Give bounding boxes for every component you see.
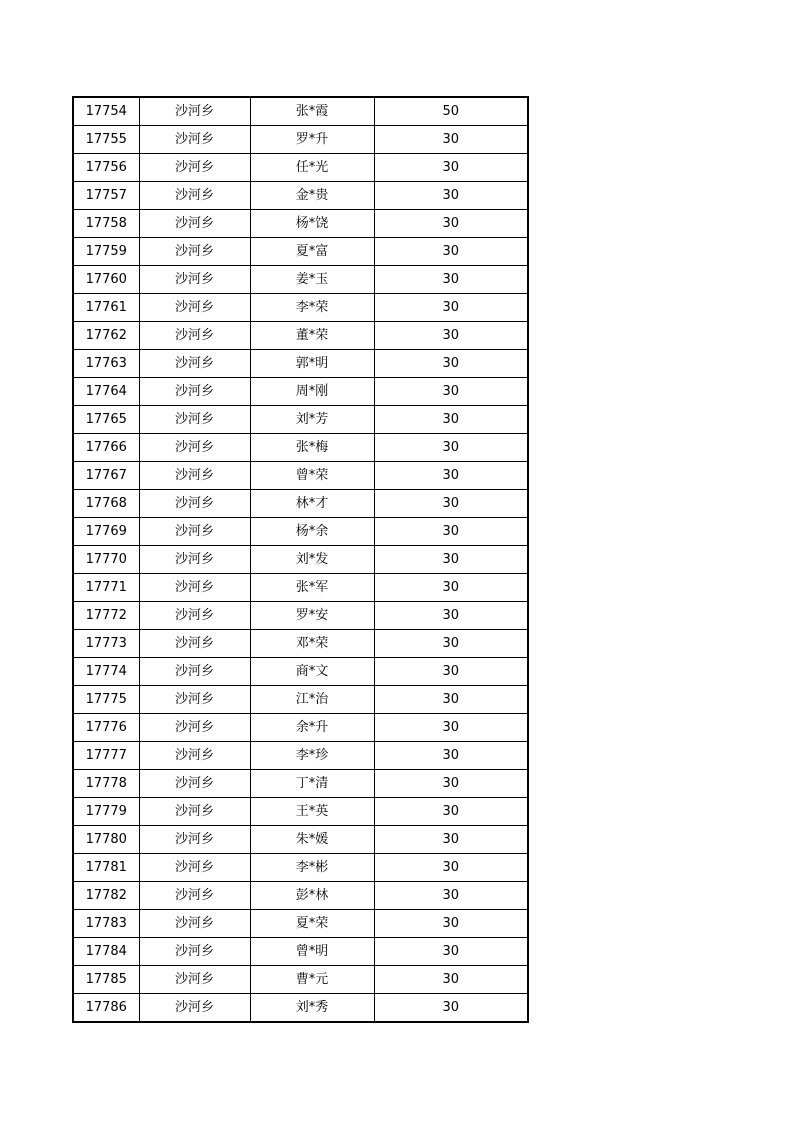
table-row [73, 182, 528, 210]
row-amount-cell: 30 [374, 154, 528, 182]
row-amount-cell: 30 [374, 518, 528, 546]
table-row [73, 518, 528, 546]
row-town-cell: 沙河乡 [139, 994, 250, 1023]
row-name-cell: 夏*荣 [250, 910, 374, 938]
row-amount-cell: 30 [374, 854, 528, 882]
row-id-cell: 17767 [73, 462, 139, 490]
row-id-cell: 17756 [73, 154, 139, 182]
row-amount-cell: 30 [374, 938, 528, 966]
row-id-cell: 17766 [73, 434, 139, 462]
row-amount-cell: 30 [374, 602, 528, 630]
row-name-cell: 任*光 [250, 154, 374, 182]
row-town-cell: 沙河乡 [139, 210, 250, 238]
row-id-cell: 17778 [73, 770, 139, 798]
row-name-cell: 丁*清 [250, 770, 374, 798]
row-id-cell: 17777 [73, 742, 139, 770]
row-id-cell: 17782 [73, 882, 139, 910]
row-town-cell: 沙河乡 [139, 126, 250, 154]
row-town-cell: 沙河乡 [139, 826, 250, 854]
row-amount-cell: 50 [374, 97, 528, 126]
row-id-cell: 17763 [73, 350, 139, 378]
row-name-cell: 董*荣 [250, 322, 374, 350]
row-id-cell: 17757 [73, 182, 139, 210]
row-name-cell: 林*才 [250, 490, 374, 518]
row-id-cell: 17776 [73, 714, 139, 742]
table-row [73, 686, 528, 714]
row-town-cell: 沙河乡 [139, 490, 250, 518]
row-name-cell: 曾*荣 [250, 462, 374, 490]
row-town-cell: 沙河乡 [139, 518, 250, 546]
table-row [73, 154, 528, 182]
row-amount-cell: 30 [374, 658, 528, 686]
table-row [73, 574, 528, 602]
table-row [73, 350, 528, 378]
row-id-cell: 17779 [73, 798, 139, 826]
row-id-cell: 17760 [73, 266, 139, 294]
table-row [73, 490, 528, 518]
row-amount-cell: 30 [374, 994, 528, 1023]
table-row [73, 882, 528, 910]
row-amount-cell: 30 [374, 742, 528, 770]
table-row [73, 658, 528, 686]
row-name-cell: 商*文 [250, 658, 374, 686]
row-id-cell: 17784 [73, 938, 139, 966]
row-amount-cell: 30 [374, 490, 528, 518]
row-name-cell: 邓*荣 [250, 630, 374, 658]
table-row [73, 742, 528, 770]
row-name-cell: 张*军 [250, 574, 374, 602]
row-id-cell: 17761 [73, 294, 139, 322]
row-town-cell: 沙河乡 [139, 406, 250, 434]
row-town-cell: 沙河乡 [139, 798, 250, 826]
row-name-cell: 王*英 [250, 798, 374, 826]
table-row [73, 966, 528, 994]
table-row [73, 826, 528, 854]
table-row [73, 434, 528, 462]
row-town-cell: 沙河乡 [139, 658, 250, 686]
roster-table-container [72, 96, 529, 1023]
row-id-cell: 17769 [73, 518, 139, 546]
row-id-cell: 17765 [73, 406, 139, 434]
table-row [73, 546, 528, 574]
row-name-cell: 郭*明 [250, 350, 374, 378]
row-town-cell: 沙河乡 [139, 742, 250, 770]
row-id-cell: 17770 [73, 546, 139, 574]
row-name-cell: 李*荣 [250, 294, 374, 322]
row-name-cell: 刘*芳 [250, 406, 374, 434]
row-amount-cell: 30 [374, 826, 528, 854]
row-town-cell: 沙河乡 [139, 434, 250, 462]
row-amount-cell: 30 [374, 546, 528, 574]
row-id-cell: 17758 [73, 210, 139, 238]
row-town-cell: 沙河乡 [139, 462, 250, 490]
table-row [73, 266, 528, 294]
row-amount-cell: 30 [374, 406, 528, 434]
row-id-cell: 17783 [73, 910, 139, 938]
row-name-cell: 朱*媛 [250, 826, 374, 854]
table-row [73, 938, 528, 966]
row-name-cell: 余*升 [250, 714, 374, 742]
table-row [73, 462, 528, 490]
row-id-cell: 17781 [73, 854, 139, 882]
row-id-cell: 17774 [73, 658, 139, 686]
row-name-cell: 刘*发 [250, 546, 374, 574]
row-amount-cell: 30 [374, 266, 528, 294]
row-amount-cell: 30 [374, 462, 528, 490]
row-name-cell: 杨*余 [250, 518, 374, 546]
row-town-cell: 沙河乡 [139, 97, 250, 126]
row-id-cell: 17762 [73, 322, 139, 350]
row-town-cell: 沙河乡 [139, 266, 250, 294]
row-id-cell: 17771 [73, 574, 139, 602]
row-id-cell: 17780 [73, 826, 139, 854]
row-amount-cell: 30 [374, 322, 528, 350]
table-row [73, 378, 528, 406]
row-name-cell: 张*霞 [250, 97, 374, 126]
row-town-cell: 沙河乡 [139, 238, 250, 266]
row-name-cell: 金*贵 [250, 182, 374, 210]
row-name-cell: 刘*秀 [250, 994, 374, 1023]
table-row [73, 602, 528, 630]
row-amount-cell: 30 [374, 686, 528, 714]
row-amount-cell: 30 [374, 238, 528, 266]
row-name-cell: 曹*元 [250, 966, 374, 994]
row-town-cell: 沙河乡 [139, 546, 250, 574]
row-town-cell: 沙河乡 [139, 630, 250, 658]
row-amount-cell: 30 [374, 574, 528, 602]
row-town-cell: 沙河乡 [139, 882, 250, 910]
row-id-cell: 17755 [73, 126, 139, 154]
table-row [73, 322, 528, 350]
row-name-cell: 曾*明 [250, 938, 374, 966]
row-town-cell: 沙河乡 [139, 182, 250, 210]
table-row [73, 994, 528, 1023]
row-amount-cell: 30 [374, 350, 528, 378]
row-town-cell: 沙河乡 [139, 154, 250, 182]
row-town-cell: 沙河乡 [139, 854, 250, 882]
roster-table-body [73, 97, 528, 1022]
row-name-cell: 罗*升 [250, 126, 374, 154]
row-town-cell: 沙河乡 [139, 378, 250, 406]
table-row [73, 854, 528, 882]
row-town-cell: 沙河乡 [139, 322, 250, 350]
row-town-cell: 沙河乡 [139, 602, 250, 630]
table-row [73, 210, 528, 238]
row-name-cell: 周*刚 [250, 378, 374, 406]
row-town-cell: 沙河乡 [139, 938, 250, 966]
row-town-cell: 沙河乡 [139, 966, 250, 994]
row-town-cell: 沙河乡 [139, 714, 250, 742]
row-amount-cell: 30 [374, 882, 528, 910]
row-id-cell: 17764 [73, 378, 139, 406]
row-name-cell: 张*梅 [250, 434, 374, 462]
row-amount-cell: 30 [374, 770, 528, 798]
row-id-cell: 17759 [73, 238, 139, 266]
row-town-cell: 沙河乡 [139, 770, 250, 798]
table-row [73, 714, 528, 742]
table-row [73, 294, 528, 322]
row-name-cell: 江*治 [250, 686, 374, 714]
row-id-cell: 17768 [73, 490, 139, 518]
table-row [73, 126, 528, 154]
row-id-cell: 17754 [73, 97, 139, 126]
row-name-cell: 杨*饶 [250, 210, 374, 238]
row-id-cell: 17775 [73, 686, 139, 714]
row-id-cell: 17772 [73, 602, 139, 630]
row-id-cell: 17773 [73, 630, 139, 658]
table-row [73, 770, 528, 798]
roster-table [72, 96, 529, 1023]
row-amount-cell: 30 [374, 210, 528, 238]
row-name-cell: 李*彬 [250, 854, 374, 882]
row-name-cell: 罗*安 [250, 602, 374, 630]
row-name-cell: 彭*林 [250, 882, 374, 910]
row-amount-cell: 30 [374, 630, 528, 658]
table-row [73, 798, 528, 826]
row-town-cell: 沙河乡 [139, 350, 250, 378]
row-town-cell: 沙河乡 [139, 910, 250, 938]
row-town-cell: 沙河乡 [139, 294, 250, 322]
row-id-cell: 17786 [73, 994, 139, 1023]
table-row [73, 406, 528, 434]
row-name-cell: 夏*富 [250, 238, 374, 266]
row-amount-cell: 30 [374, 798, 528, 826]
table-row [73, 630, 528, 658]
row-name-cell: 姜*玉 [250, 266, 374, 294]
row-name-cell: 李*珍 [250, 742, 374, 770]
row-amount-cell: 30 [374, 714, 528, 742]
row-amount-cell: 30 [374, 182, 528, 210]
row-amount-cell: 30 [374, 434, 528, 462]
table-row [73, 910, 528, 938]
row-amount-cell: 30 [374, 126, 528, 154]
row-town-cell: 沙河乡 [139, 686, 250, 714]
row-id-cell: 17785 [73, 966, 139, 994]
row-amount-cell: 30 [374, 294, 528, 322]
table-row [73, 238, 528, 266]
table-row [73, 97, 528, 126]
row-town-cell: 沙河乡 [139, 574, 250, 602]
row-amount-cell: 30 [374, 910, 528, 938]
row-amount-cell: 30 [374, 378, 528, 406]
row-amount-cell: 30 [374, 966, 528, 994]
